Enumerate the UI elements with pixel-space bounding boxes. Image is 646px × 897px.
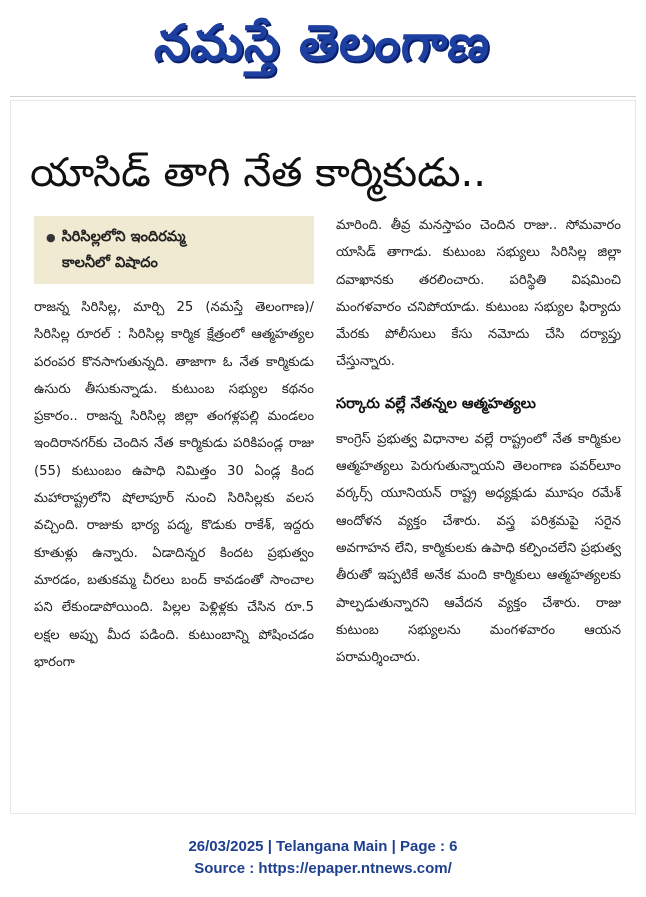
masthead-logo — [0, 8, 646, 80]
footer-date-edition: 26/03/2025 | Telangana Main | Page : 6 — [188, 838, 458, 855]
bullet-icon: ● — [46, 231, 56, 244]
left-paragraph: రాజన్న సిరిసిల్ల, మార్చి 25 (నమస్తే తెలంగాణ)/ సిరిసిల్ల రూరల్ : సిరిసిల్ల కార్మిక క్షేత్రంలో ఆత్మహత్యల పరంపర కొనసాగుతున్నది. తాజాగా ఓ నేత కార్మికుడు ఉసురు తీసుకున్నాడు. కుటుంబ సభ్యుల కథనం ప్రకారం.. రాజన్న సిరిసిల్ల జిల్లా తంగళ్లపల్లి మండలం ఇందిరానగర్‌కు చెందిన నేత కార్మికుడు పరికిపండ్ల రాజు (55) కుటుంబం ఉపాధి నిమిత్తం 30 ఏండ్ల కింద మహారాష్ట్రలోని షోలాపూర్ నుంచి సిరిసిల్లకు వలస వచ్చింది. రాజుకు భార్య పద్మ, కొడుకు రాకేశ్, ఇద్దరు కూతుళ్లు ఉన్నారు. ఏడాదిన్నర కిందట ప్రభుత్వం మారడం, బతుకమ్మ చీరలు బంద్ కావడంతో సాంచాల పని లేకుండాపోయింది. పిల్లల పెళ్లిళ్లకు చేసిన రూ.5 లక్షల అప్పు మీద పడింది. కుటుంబాన్ని పోషించడం భారంగా — [34, 300, 314, 670]
highlight-line-2: కాలనీలో విషాదం — [62, 255, 158, 271]
highlight-line-1: సిరిసిల్లలోని ఇందిరమ్మ — [61, 229, 186, 245]
article-headline: యాసిడ్ తాగి నేత కార్మికుడు.. — [30, 150, 486, 196]
highlight-line-1-row — [46, 224, 304, 250]
right-paragraph-1: మారింది. తీవ్ర మనస్తాపం చెందిన రాజు.. సోమవారం యాసిడ్ తాగాడు. కుటుంబ సభ్యులు సిరిసిల్ల జిల్లా దవాఖానకు తరలించారు. పరిస్థితి విషమించి మంగళవారం చనిపోయాడు. కుటుంబ సభ్యుల ఫిర్యాదు మేరకు పోలీసులు కేసు నమోదు చేసి దర్యాప్తు చేస్తున్నారు. — [336, 218, 621, 370]
masthead-title: నమస్తే తెలంగాణ — [152, 14, 494, 72]
right-column — [336, 212, 621, 671]
top-divider — [10, 96, 636, 97]
highlight-line-2-row — [46, 250, 304, 276]
sub-heading: సర్కారు వల్లే నేతన్నల ఆత్మహత్యలు — [336, 395, 536, 412]
left-column — [34, 216, 314, 676]
footer-source: Source : https://epaper.ntnews.com/ — [194, 860, 452, 877]
right-paragraph-2: కాంగ్రెస్ ప్రభుత్వ విధానాల వల్లే రాష్ట్రంలో నేత కార్మికుల ఆత్మహత్యలు పెరుగుతున్నాయని తెలంగాణ పవర్‌లూం వర్కర్స్ యూనియన్ రాష్ట్ర అధ్యక్షుడు మూషం రమేశ్ ఆందోళన వ్యక్తం చేశారు. వస్త్ర పరిశ్రమపై సరైన అవగాహన లేని, కార్మికులకు ఉపాధి కల్పించలేని ప్రభుత్వ తీరుతో ఇప్పటికే అనేక మంది కార్మికులు ఆత్మహత్యలకు పాల్పడుతున్నారని ఆవేదన వ్యక్తం చేశారు. రాజు కుటుంబ సభ్యులను మంగళవారం ఆయన పరామర్శించారు. — [336, 431, 621, 666]
highlight-box — [34, 216, 314, 284]
